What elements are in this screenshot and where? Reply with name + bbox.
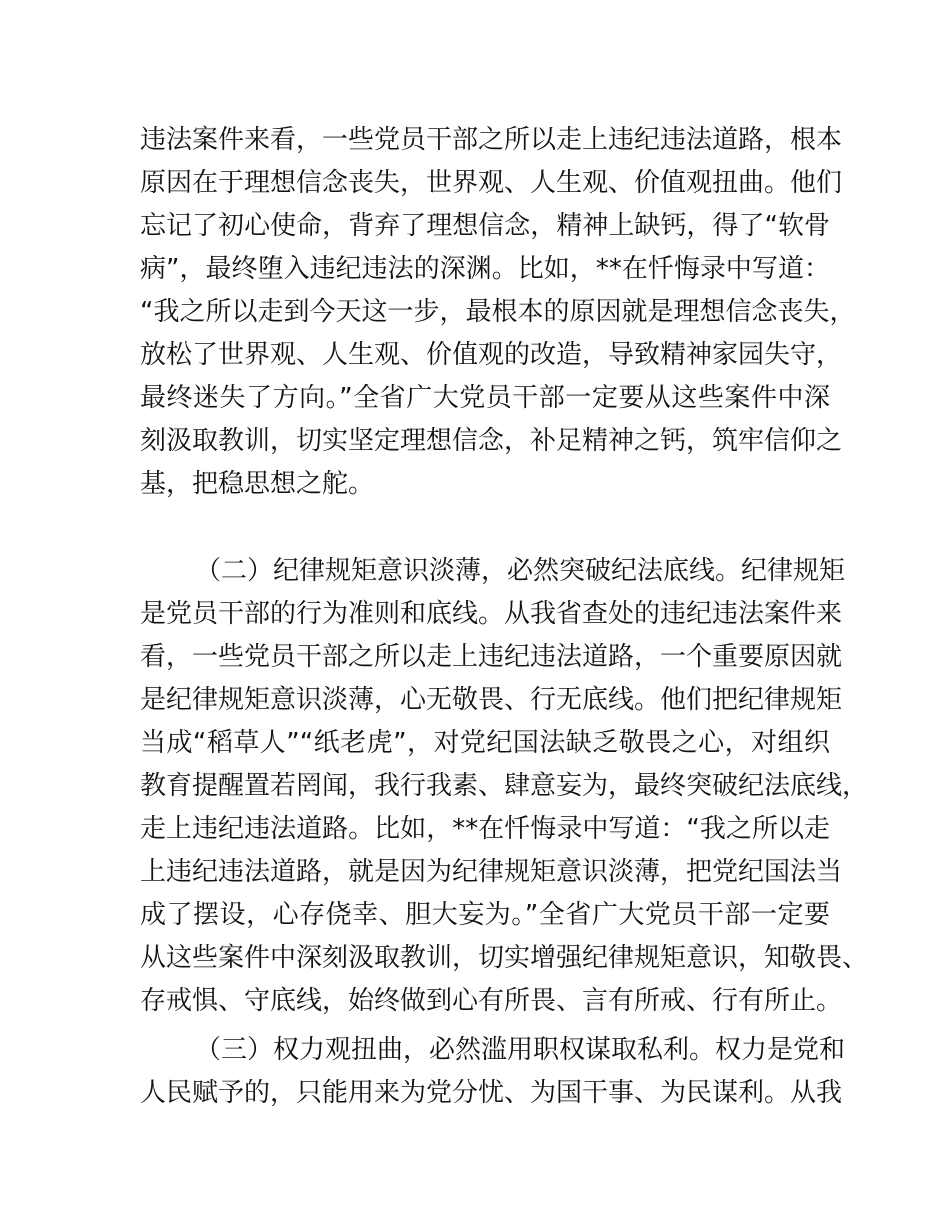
paragraph-2-line: 从这些案件中深刻汲取教训，切实增强纪律规矩意识，知敬畏、 [140,942,869,973]
paragraph-1-line: 最终迷失了方向。”全省广大党员干部一定要从这些案件中深 [140,382,830,413]
paragraph-2-line: 看，一些党员干部之所以走上违纪违法道路，一个重要原因就 [140,641,843,672]
paragraph-2-line: （二）纪律规矩意识淡薄，必然突破纪法底线。纪律规矩 [195,555,846,586]
paragraph-3-line: 人民赋予的，只能用来为党分忧、为国干事、为民谋利。从我 [140,1077,843,1108]
paragraph-3-line: （三）权力观扭曲，必然滥用职权谋取私利。权力是党和 [195,1034,846,1065]
paragraph-2-line: 教育提醒置若罔闻，我行我素、肆意妄为，最终突破纪法底线， [140,770,869,801]
paragraph-1-line: 违法案件来看，一些党员干部之所以走上违纪违法道路，根本 [140,124,843,155]
paragraph-1-line: 原因在于理想信念丧失，世界观、人生观、价值观扭曲。他们 [140,167,843,198]
paragraph-2-line: 走上违纪违法道路。比如，**在忏悔录中写道：“我之所以走 [140,813,830,844]
paragraph-1-line: “我之所以走到今天这一步，最根本的原因就是理想信念丧失， [140,296,856,327]
paragraph-1-line: 基，把稳思想之舵。 [140,468,375,499]
paragraph-2-line: 存戒惧、守底线，始终做到心有所畏、言有所戒、行有所止。 [140,985,843,1016]
paragraph-2-line: 上违纪违法道路，就是因为纪律规矩意识淡薄，把党纪国法当 [140,856,843,887]
paragraph-2-line: 是纪律规矩意识淡薄，心无敬畏、行无底线。他们把纪律规矩 [140,684,843,715]
paragraph-2-line: 当成“稻草人”“纸老虎”，对党纪国法缺乏敬畏之心，对组织 [140,727,830,758]
paragraph-2-line: 成了摆设，心存侥幸、胆大妄为。”全省广大党员干部一定要 [140,899,830,930]
paragraph-1-line: 刻汲取教训，切实坚定理想信念，补足精神之钙，筑牢信仰之 [140,425,843,456]
paragraph-1-line: 放松了世界观、人生观、价值观的改造，导致精神家园失守， [140,339,843,370]
paragraph-2-line: 是党员干部的行为准则和底线。从我省查处的违纪违法案件来 [140,598,843,629]
paragraph-1-line: 忘记了初心使命，背弃了理想信念，精神上缺钙，得了“软骨 [140,210,830,241]
paragraph-1-line: 病”，最终堕入违纪违法的深渊。比如，**在忏悔录中写道： [140,253,830,284]
